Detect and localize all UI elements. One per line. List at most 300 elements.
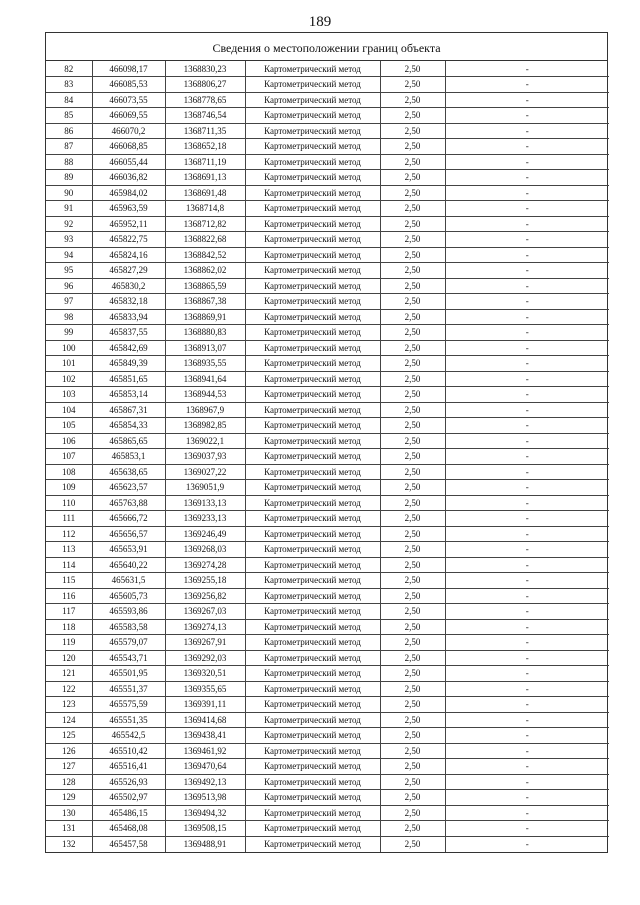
method-cell: Картометрический метод <box>245 433 380 449</box>
precision-cell: 2,50 <box>380 201 445 217</box>
x-coordinate-cell: 465984,02 <box>92 185 165 201</box>
precision-cell: 2,50 <box>380 619 445 635</box>
precision-cell: 2,50 <box>380 635 445 651</box>
precision-cell: 2,50 <box>380 449 445 465</box>
x-coordinate-cell: 465830,2 <box>92 278 165 294</box>
precision-cell: 2,50 <box>380 697 445 713</box>
table-row <box>46 526 609 542</box>
y-coordinate-cell: 1368691,13 <box>165 170 245 186</box>
precision-cell: 2,50 <box>380 61 445 77</box>
method-cell: Картометрический метод <box>245 480 380 496</box>
table-row <box>46 139 609 155</box>
y-coordinate-cell: 1369256,82 <box>165 588 245 604</box>
method-cell: Картометрический метод <box>245 418 380 434</box>
point-number-cell: 127 <box>46 759 92 775</box>
x-coordinate-cell: 466069,55 <box>92 108 165 124</box>
method-cell: Картометрический метод <box>245 139 380 155</box>
description-cell: - <box>445 108 609 124</box>
table-row <box>46 340 609 356</box>
precision-cell: 2,50 <box>380 433 445 449</box>
description-cell: - <box>445 542 609 558</box>
description-cell: - <box>445 743 609 759</box>
point-number-cell: 125 <box>46 728 92 744</box>
x-coordinate-cell: 465827,29 <box>92 263 165 279</box>
method-cell: Картометрический метод <box>245 216 380 232</box>
x-coordinate-cell: 466098,17 <box>92 61 165 77</box>
x-coordinate-cell: 465822,75 <box>92 232 165 248</box>
point-number-cell: 103 <box>46 387 92 403</box>
x-coordinate-cell: 465501,95 <box>92 666 165 682</box>
description-cell: - <box>445 588 609 604</box>
x-coordinate-cell: 465853,14 <box>92 387 165 403</box>
method-cell: Картометрический метод <box>245 371 380 387</box>
y-coordinate-cell: 1369292,03 <box>165 650 245 666</box>
y-coordinate-cell: 1368913,07 <box>165 340 245 356</box>
x-coordinate-cell: 465605,73 <box>92 588 165 604</box>
x-coordinate-cell: 466070,2 <box>92 123 165 139</box>
table-row <box>46 511 609 527</box>
point-number-cell: 129 <box>46 790 92 806</box>
precision-cell: 2,50 <box>380 263 445 279</box>
description-cell: - <box>445 495 609 511</box>
description-cell: - <box>445 464 609 480</box>
x-coordinate-cell: 466036,82 <box>92 170 165 186</box>
description-cell: - <box>445 139 609 155</box>
point-number-cell: 108 <box>46 464 92 480</box>
method-cell: Картометрический метод <box>245 170 380 186</box>
x-coordinate-cell: 465543,71 <box>92 650 165 666</box>
description-cell: - <box>445 371 609 387</box>
precision-cell: 2,50 <box>380 774 445 790</box>
table-row <box>46 743 609 759</box>
description-cell: - <box>445 480 609 496</box>
description-cell: - <box>445 325 609 341</box>
method-cell: Картометрический метод <box>245 666 380 682</box>
point-number-cell: 120 <box>46 650 92 666</box>
method-cell: Картометрический метод <box>245 542 380 558</box>
method-cell: Картометрический метод <box>245 635 380 651</box>
point-number-cell: 98 <box>46 309 92 325</box>
table-row <box>46 821 609 837</box>
y-coordinate-cell: 1368869,91 <box>165 309 245 325</box>
point-number-cell: 132 <box>46 836 92 852</box>
precision-cell: 2,50 <box>380 247 445 263</box>
table-row <box>46 433 609 449</box>
method-cell: Картометрический метод <box>245 712 380 728</box>
x-coordinate-cell: 465763,88 <box>92 495 165 511</box>
method-cell: Картометрический метод <box>245 790 380 806</box>
table-row <box>46 449 609 465</box>
point-number-cell: 116 <box>46 588 92 604</box>
precision-cell: 2,50 <box>380 790 445 806</box>
precision-cell: 2,50 <box>380 92 445 108</box>
x-coordinate-cell: 465952,11 <box>92 216 165 232</box>
method-cell: Картометрический метод <box>245 294 380 310</box>
table-row <box>46 123 609 139</box>
description-cell: - <box>445 790 609 806</box>
point-number-cell: 87 <box>46 139 92 155</box>
table-row <box>46 247 609 263</box>
table-row <box>46 604 609 620</box>
point-number-cell: 131 <box>46 821 92 837</box>
description-cell: - <box>445 650 609 666</box>
table-row <box>46 495 609 511</box>
description-cell: - <box>445 247 609 263</box>
y-coordinate-cell: 1368830,23 <box>165 61 245 77</box>
method-cell: Картометрический метод <box>245 511 380 527</box>
point-number-cell: 124 <box>46 712 92 728</box>
method-cell: Картометрический метод <box>245 681 380 697</box>
table-row <box>46 480 609 496</box>
point-number-cell: 115 <box>46 573 92 589</box>
point-number-cell: 102 <box>46 371 92 387</box>
description-cell: - <box>445 526 609 542</box>
y-coordinate-cell: 1368944,53 <box>165 387 245 403</box>
y-coordinate-cell: 1368867,38 <box>165 294 245 310</box>
description-cell: - <box>445 681 609 697</box>
description-cell: - <box>445 697 609 713</box>
table-row <box>46 790 609 806</box>
description-cell: - <box>445 278 609 294</box>
y-coordinate-cell: 1369246,49 <box>165 526 245 542</box>
y-coordinate-cell: 1369268,03 <box>165 542 245 558</box>
table-row <box>46 185 609 201</box>
y-coordinate-cell: 1369513,98 <box>165 790 245 806</box>
y-coordinate-cell: 1369027,22 <box>165 464 245 480</box>
precision-cell: 2,50 <box>380 309 445 325</box>
y-coordinate-cell: 1368746,54 <box>165 108 245 124</box>
x-coordinate-cell: 465631,5 <box>92 573 165 589</box>
precision-cell: 2,50 <box>380 371 445 387</box>
y-coordinate-cell: 1369414,68 <box>165 712 245 728</box>
description-cell: - <box>445 666 609 682</box>
method-cell: Картометрический метод <box>245 495 380 511</box>
precision-cell: 2,50 <box>380 821 445 837</box>
precision-cell: 2,50 <box>380 805 445 821</box>
y-coordinate-cell: 1369508,15 <box>165 821 245 837</box>
point-number-cell: 97 <box>46 294 92 310</box>
precision-cell: 2,50 <box>380 77 445 93</box>
table-row <box>46 232 609 248</box>
method-cell: Картометрический метод <box>245 821 380 837</box>
x-coordinate-cell: 465653,91 <box>92 542 165 558</box>
precision-cell: 2,50 <box>380 743 445 759</box>
precision-cell: 2,50 <box>380 542 445 558</box>
method-cell: Картометрический метод <box>245 387 380 403</box>
description-cell: - <box>445 759 609 775</box>
y-coordinate-cell: 1368778,65 <box>165 92 245 108</box>
point-number-cell: 86 <box>46 123 92 139</box>
table-row <box>46 402 609 418</box>
x-coordinate-cell: 465963,59 <box>92 201 165 217</box>
method-cell: Картометрический метод <box>245 728 380 744</box>
y-coordinate-cell: 1368652,18 <box>165 139 245 155</box>
method-cell: Картометрический метод <box>245 774 380 790</box>
description-cell: - <box>445 263 609 279</box>
method-cell: Картометрический метод <box>245 201 380 217</box>
y-coordinate-cell: 1368711,35 <box>165 123 245 139</box>
point-number-cell: 104 <box>46 402 92 418</box>
x-coordinate-cell: 465833,94 <box>92 309 165 325</box>
method-cell: Картометрический метод <box>245 805 380 821</box>
description-cell: - <box>445 805 609 821</box>
y-coordinate-cell: 1369133,13 <box>165 495 245 511</box>
x-coordinate-cell: 465457,58 <box>92 836 165 852</box>
precision-cell: 2,50 <box>380 511 445 527</box>
precision-cell: 2,50 <box>380 464 445 480</box>
method-cell: Картометрический метод <box>245 247 380 263</box>
x-coordinate-cell: 465593,86 <box>92 604 165 620</box>
x-coordinate-cell: 465865,65 <box>92 433 165 449</box>
y-coordinate-cell: 1369267,91 <box>165 635 245 651</box>
precision-cell: 2,50 <box>380 836 445 852</box>
description-cell: - <box>445 449 609 465</box>
description-cell: - <box>445 77 609 93</box>
table-row <box>46 588 609 604</box>
point-number-cell: 109 <box>46 480 92 496</box>
point-number-cell: 112 <box>46 526 92 542</box>
point-number-cell: 85 <box>46 108 92 124</box>
description-cell: - <box>445 821 609 837</box>
point-number-cell: 89 <box>46 170 92 186</box>
table-row <box>46 263 609 279</box>
description-cell: - <box>445 216 609 232</box>
y-coordinate-cell: 1368822,68 <box>165 232 245 248</box>
point-number-cell: 91 <box>46 201 92 217</box>
y-coordinate-cell: 1368712,82 <box>165 216 245 232</box>
method-cell: Картометрический метод <box>245 61 380 77</box>
x-coordinate-cell: 466055,44 <box>92 154 165 170</box>
x-coordinate-cell: 465575,59 <box>92 697 165 713</box>
description-cell: - <box>445 728 609 744</box>
table-row <box>46 92 609 108</box>
x-coordinate-cell: 465853,1 <box>92 449 165 465</box>
description-cell: - <box>445 340 609 356</box>
table-row <box>46 201 609 217</box>
precision-cell: 2,50 <box>380 480 445 496</box>
method-cell: Картометрический метод <box>245 108 380 124</box>
precision-cell: 2,50 <box>380 356 445 372</box>
precision-cell: 2,50 <box>380 325 445 341</box>
description-cell: - <box>445 433 609 449</box>
table-row <box>46 356 609 372</box>
method-cell: Картометрический метод <box>245 588 380 604</box>
table-row <box>46 61 609 77</box>
point-number-cell: 123 <box>46 697 92 713</box>
point-number-cell: 82 <box>46 61 92 77</box>
point-number-cell: 93 <box>46 232 92 248</box>
y-coordinate-cell: 1368806,27 <box>165 77 245 93</box>
description-cell: - <box>445 511 609 527</box>
description-cell: - <box>445 185 609 201</box>
precision-cell: 2,50 <box>380 418 445 434</box>
method-cell: Картометрический метод <box>245 650 380 666</box>
x-coordinate-cell: 465551,35 <box>92 712 165 728</box>
point-number-cell: 88 <box>46 154 92 170</box>
precision-cell: 2,50 <box>380 139 445 155</box>
x-coordinate-cell: 465583,58 <box>92 619 165 635</box>
y-coordinate-cell: 1368865,59 <box>165 278 245 294</box>
table-row <box>46 108 609 124</box>
table-row <box>46 325 609 341</box>
method-cell: Картометрический метод <box>245 325 380 341</box>
point-number-cell: 130 <box>46 805 92 821</box>
table-row <box>46 309 609 325</box>
point-number-cell: 114 <box>46 557 92 573</box>
x-coordinate-cell: 465623,57 <box>92 480 165 496</box>
y-coordinate-cell: 1368982,85 <box>165 418 245 434</box>
method-cell: Картометрический метод <box>245 154 380 170</box>
point-number-cell: 84 <box>46 92 92 108</box>
y-coordinate-cell: 1368967,9 <box>165 402 245 418</box>
precision-cell: 2,50 <box>380 154 445 170</box>
point-number-cell: 122 <box>46 681 92 697</box>
y-coordinate-cell: 1369320,51 <box>165 666 245 682</box>
method-cell: Картометрический метод <box>245 619 380 635</box>
x-coordinate-cell: 465666,72 <box>92 511 165 527</box>
method-cell: Картометрический метод <box>245 759 380 775</box>
description-cell: - <box>445 201 609 217</box>
description-cell: - <box>445 123 609 139</box>
table-row <box>46 216 609 232</box>
table-row <box>46 650 609 666</box>
x-coordinate-cell: 465502,97 <box>92 790 165 806</box>
method-cell: Картометрический метод <box>245 309 380 325</box>
description-cell: - <box>445 712 609 728</box>
method-cell: Картометрический метод <box>245 526 380 542</box>
point-number-cell: 95 <box>46 263 92 279</box>
y-coordinate-cell: 1369470,64 <box>165 759 245 775</box>
x-coordinate-cell: 465824,16 <box>92 247 165 263</box>
table-row <box>46 836 609 852</box>
y-coordinate-cell: 1369494,32 <box>165 805 245 821</box>
x-coordinate-cell: 465851,65 <box>92 371 165 387</box>
table-row <box>46 542 609 558</box>
x-coordinate-cell: 465486,15 <box>92 805 165 821</box>
table-row <box>46 681 609 697</box>
table-row <box>46 697 609 713</box>
precision-cell: 2,50 <box>380 666 445 682</box>
point-number-cell: 105 <box>46 418 92 434</box>
y-coordinate-cell: 1369037,93 <box>165 449 245 465</box>
table-row <box>46 170 609 186</box>
table-row <box>46 154 609 170</box>
point-number-cell: 126 <box>46 743 92 759</box>
precision-cell: 2,50 <box>380 573 445 589</box>
point-number-cell: 106 <box>46 433 92 449</box>
table-row <box>46 77 609 93</box>
table-row <box>46 464 609 480</box>
point-number-cell: 96 <box>46 278 92 294</box>
coordinates-table <box>46 61 609 852</box>
x-coordinate-cell: 465867,31 <box>92 402 165 418</box>
method-cell: Картометрический метод <box>245 123 380 139</box>
point-number-cell: 111 <box>46 511 92 527</box>
description-cell: - <box>445 356 609 372</box>
method-cell: Картометрический метод <box>245 464 380 480</box>
y-coordinate-cell: 1369391,11 <box>165 697 245 713</box>
point-number-cell: 101 <box>46 356 92 372</box>
table-row <box>46 557 609 573</box>
y-coordinate-cell: 1368714,8 <box>165 201 245 217</box>
precision-cell: 2,50 <box>380 216 445 232</box>
precision-cell: 2,50 <box>380 650 445 666</box>
point-number-cell: 107 <box>46 449 92 465</box>
table-row <box>46 418 609 434</box>
page-number: 189 <box>308 14 332 30</box>
table-row <box>46 294 609 310</box>
point-number-cell: 119 <box>46 635 92 651</box>
x-coordinate-cell: 466073,55 <box>92 92 165 108</box>
method-cell: Картометрический метод <box>245 573 380 589</box>
precision-cell: 2,50 <box>380 728 445 744</box>
y-coordinate-cell: 1368880,83 <box>165 325 245 341</box>
table-row <box>46 774 609 790</box>
x-coordinate-cell: 465579,07 <box>92 635 165 651</box>
description-cell: - <box>445 619 609 635</box>
point-number-cell: 128 <box>46 774 92 790</box>
y-coordinate-cell: 1369274,13 <box>165 619 245 635</box>
table-row <box>46 759 609 775</box>
y-coordinate-cell: 1369488,91 <box>165 836 245 852</box>
description-cell: - <box>445 294 609 310</box>
description-cell: - <box>445 92 609 108</box>
x-coordinate-cell: 466085,53 <box>92 77 165 93</box>
point-number-cell: 121 <box>46 666 92 682</box>
x-coordinate-cell: 465640,22 <box>92 557 165 573</box>
table-row <box>46 619 609 635</box>
method-cell: Картометрический метод <box>245 697 380 713</box>
precision-cell: 2,50 <box>380 526 445 542</box>
y-coordinate-cell: 1368711,19 <box>165 154 245 170</box>
x-coordinate-cell: 465837,55 <box>92 325 165 341</box>
description-cell: - <box>445 573 609 589</box>
point-number-cell: 99 <box>46 325 92 341</box>
point-number-cell: 118 <box>46 619 92 635</box>
y-coordinate-cell: 1369267,03 <box>165 604 245 620</box>
y-coordinate-cell: 1369355,65 <box>165 681 245 697</box>
method-cell: Картометрический метод <box>245 263 380 279</box>
method-cell: Картометрический метод <box>245 356 380 372</box>
table-title: Сведения о местоположении границ объекта <box>46 33 607 61</box>
table-row <box>46 805 609 821</box>
table-row <box>46 573 609 589</box>
y-coordinate-cell: 1369051,9 <box>165 480 245 496</box>
point-number-cell: 110 <box>46 495 92 511</box>
description-cell: - <box>445 154 609 170</box>
precision-cell: 2,50 <box>380 604 445 620</box>
description-cell: - <box>445 418 609 434</box>
precision-cell: 2,50 <box>380 557 445 573</box>
description-cell: - <box>445 774 609 790</box>
y-coordinate-cell: 1369461,92 <box>165 743 245 759</box>
precision-cell: 2,50 <box>380 588 445 604</box>
precision-cell: 2,50 <box>380 108 445 124</box>
point-number-cell: 90 <box>46 185 92 201</box>
precision-cell: 2,50 <box>380 712 445 728</box>
y-coordinate-cell: 1368862,02 <box>165 263 245 279</box>
point-number-cell: 83 <box>46 77 92 93</box>
coordinates-sheet <box>45 32 608 853</box>
table-row <box>46 278 609 294</box>
x-coordinate-cell: 465516,41 <box>92 759 165 775</box>
method-cell: Картометрический метод <box>245 449 380 465</box>
description-cell: - <box>445 836 609 852</box>
precision-cell: 2,50 <box>380 387 445 403</box>
point-number-cell: 117 <box>46 604 92 620</box>
description-cell: - <box>445 557 609 573</box>
precision-cell: 2,50 <box>380 232 445 248</box>
